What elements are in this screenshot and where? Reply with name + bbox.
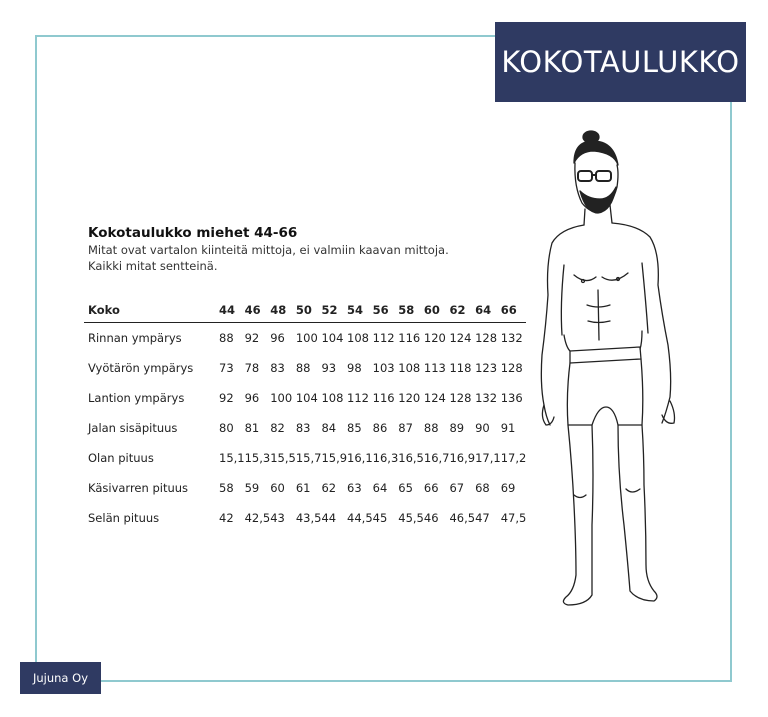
table-row	[84, 473, 526, 503]
table-cell: 92	[219, 391, 234, 405]
table-row	[84, 383, 526, 413]
table-cell: 59	[244, 481, 260, 495]
table-cell: 81	[244, 421, 260, 435]
table-cell: 116	[372, 391, 395, 405]
row-label: Jalan sisäpituus	[88, 421, 178, 435]
table-cell: 44,5	[347, 511, 373, 525]
size-header: 48	[270, 298, 296, 323]
table-cell: 123	[475, 361, 498, 375]
table-cell: 124	[423, 391, 446, 405]
table-cell: 16,3	[372, 451, 399, 465]
subtitle-line-1: Mitat ovat vartalon kiinteitä mittoja, ei valmiin kaavan mittoja.	[88, 243, 449, 257]
table-cell: 46,5	[449, 511, 476, 525]
table-cell: 128	[449, 391, 472, 405]
size-header: 46	[245, 298, 271, 323]
table-cell: 80	[219, 421, 234, 435]
table-cell: 88	[423, 421, 439, 435]
table-cell: 69	[500, 481, 516, 495]
table-cell: 108	[321, 391, 344, 405]
table-cell: 66	[423, 481, 439, 495]
table-cell: 88	[219, 331, 234, 345]
table-cell: 16,1	[347, 451, 373, 465]
row-label: Käsivarren pituus	[88, 481, 189, 495]
table-cell: 92	[244, 331, 260, 345]
page-title: KOKOTAULUKKO	[495, 22, 746, 102]
table-cell: 100	[270, 391, 293, 405]
table-cell: 98	[347, 361, 362, 375]
table-cell: 15,5	[270, 451, 296, 465]
table-cell: 44	[321, 511, 337, 525]
table-cell: 63	[347, 481, 362, 495]
table-cell: 16,9	[449, 451, 476, 465]
table-header-row	[84, 298, 526, 323]
table-cell: 68	[475, 481, 490, 495]
table-cell: 124	[449, 331, 472, 345]
table-cell: 67	[449, 481, 465, 495]
table-cell: 84	[321, 421, 337, 435]
table-cell: 89	[449, 421, 465, 435]
size-header: 64	[475, 298, 501, 323]
size-header: 50	[296, 298, 322, 323]
table-cell: 103	[372, 361, 395, 375]
size-header: 56	[373, 298, 399, 323]
row-label: Vyötärön ympärys	[88, 361, 194, 375]
table-cell: 112	[372, 331, 395, 345]
table-row	[84, 413, 526, 443]
table-cell: 78	[244, 361, 260, 375]
table-cell: 136	[500, 391, 523, 405]
size-header: 60	[424, 298, 450, 323]
table-row	[84, 353, 526, 383]
table-cell: 112	[347, 391, 369, 405]
size-header: 66	[501, 298, 527, 323]
table-cell: 132	[475, 391, 498, 405]
table-cell: 86	[372, 421, 388, 435]
table-cell: 91	[500, 421, 516, 435]
table-cell: 113	[423, 361, 446, 375]
table-cell: 120	[398, 391, 421, 405]
header-label: Koko	[84, 298, 219, 323]
table-cell: 73	[219, 361, 234, 375]
table-cell: 43	[270, 511, 285, 525]
table-cell: 15,9	[321, 451, 348, 465]
table-cell: 15,3	[244, 451, 271, 465]
table-cell: 16,5	[398, 451, 424, 465]
size-header: 58	[398, 298, 424, 323]
table-cell: 16,7	[423, 451, 450, 465]
table-cell: 17,1	[475, 451, 501, 465]
size-header: 52	[321, 298, 347, 323]
table-row	[84, 323, 526, 354]
table-cell: 120	[423, 331, 446, 345]
table-heading: Kokotaulukko miehet 44-66	[88, 225, 298, 241]
row-label: Olan pituus	[88, 451, 154, 465]
table-cell: 104	[295, 391, 318, 405]
row-label: Selän pituus	[88, 511, 160, 525]
table-cell: 83	[270, 361, 285, 375]
table-cell: 42,5	[244, 511, 271, 525]
footer-company: Jujuna Oy	[20, 662, 101, 694]
subtitle-line-2: Kaikki mitat sentteinä.	[88, 259, 218, 273]
table-cell: 61	[295, 481, 311, 495]
table-cell: 104	[321, 331, 344, 345]
size-header: 54	[347, 298, 373, 323]
table-cell: 87	[398, 421, 413, 435]
man-illustration	[530, 125, 700, 620]
row-label: Rinnan ympärys	[88, 331, 182, 345]
table-cell: 17,2	[500, 451, 527, 465]
size-table	[84, 298, 526, 533]
table-row	[84, 503, 526, 533]
table-cell: 132	[500, 331, 523, 345]
table-cell: 96	[244, 391, 260, 405]
table-cell: 43,5	[295, 511, 322, 525]
table-cell: 58	[219, 481, 234, 495]
table-cell: 85	[347, 421, 362, 435]
table-cell: 60	[270, 481, 285, 495]
table-cell: 83	[295, 421, 311, 435]
table-cell: 128	[475, 331, 498, 345]
table-cell: 82	[270, 421, 285, 435]
table-cell: 116	[398, 331, 421, 345]
table-cell: 96	[270, 331, 285, 345]
table-cell: 47	[475, 511, 490, 525]
table-cell: 64	[372, 481, 388, 495]
table-cell: 65	[398, 481, 413, 495]
table-cell: 42	[219, 511, 234, 525]
row-label: Lantion ympärys	[88, 391, 185, 405]
size-header: 62	[449, 298, 475, 323]
table-cell: 108	[347, 331, 369, 345]
size-header: 44	[219, 298, 245, 323]
table-cell: 90	[475, 421, 490, 435]
table-cell: 15,1	[219, 451, 245, 465]
table-cell: 88	[295, 361, 311, 375]
table-cell: 128	[500, 361, 523, 375]
table-row	[84, 443, 526, 473]
table-cell: 45,5	[398, 511, 424, 525]
table-cell: 46	[423, 511, 439, 525]
table-cell: 15,7	[295, 451, 322, 465]
table-cell: 100	[295, 331, 318, 345]
table-cell: 47,5	[500, 511, 527, 525]
table-cell: 93	[321, 361, 337, 375]
table-cell: 62	[321, 481, 337, 495]
table-cell: 45	[372, 511, 388, 525]
table-cell: 118	[449, 361, 472, 375]
table-cell: 108	[398, 361, 421, 375]
